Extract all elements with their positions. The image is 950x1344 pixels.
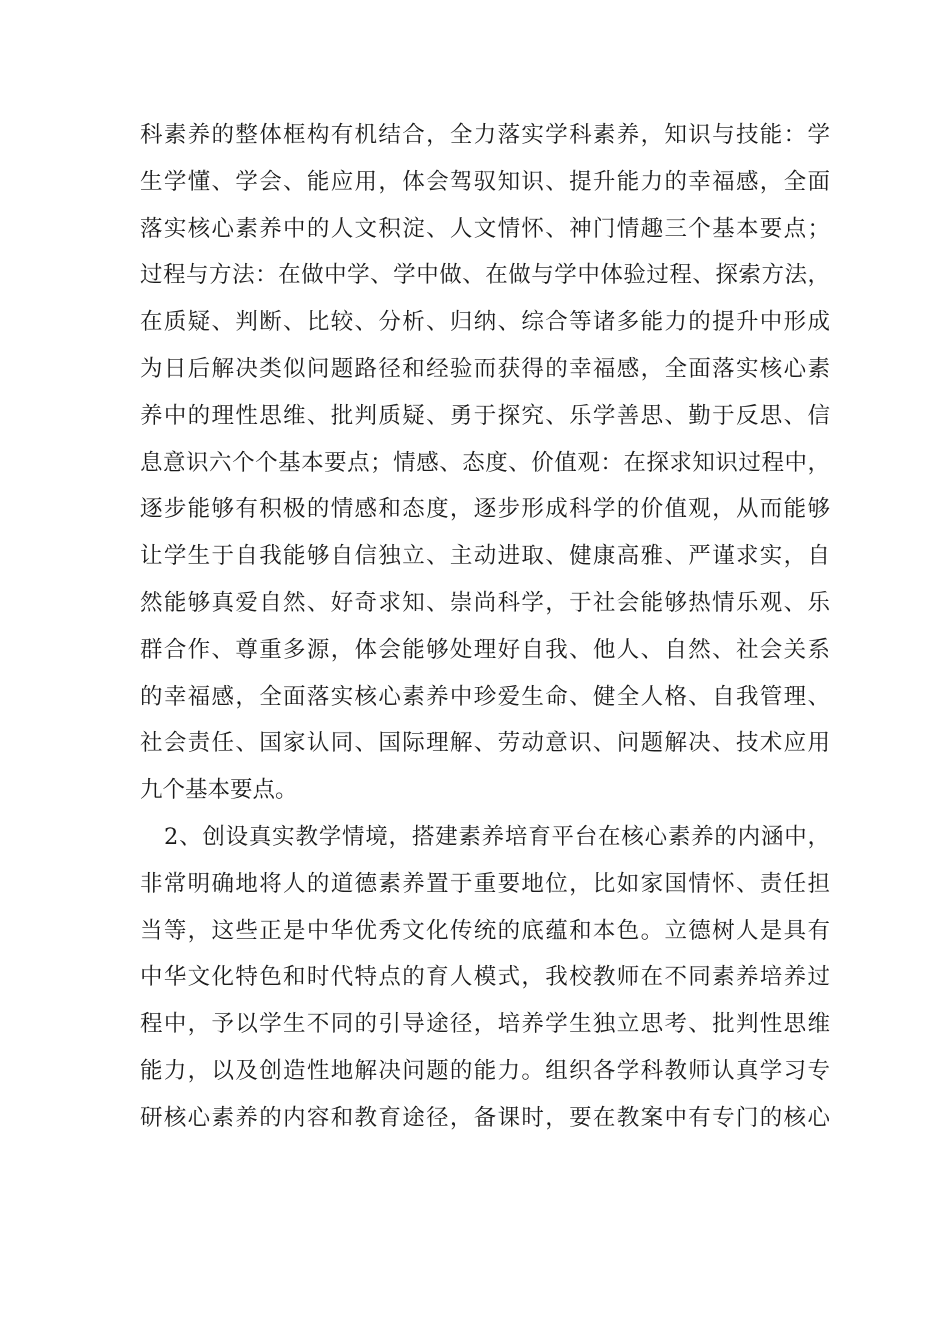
- text-line: 为日后解决类似问题路径和经验而获得的幸福感，全面落实核心素: [140, 355, 830, 382]
- text-line: 生学懂、学会、能应用，体会驾驭知识、提升能力的幸福感，全面: [140, 168, 830, 195]
- text-line: 科素养的整体框构有机结合，全力落实学科素养，知识与技能：学: [140, 122, 830, 148]
- text-line: 当等，这些正是中华优秀文化传统的底蕴和本色。立德树人是具有: [140, 917, 830, 944]
- text-line: 社会责任、国家认同、国际理解、劳动意识、问题解决、技术应用: [140, 730, 830, 757]
- text-line: 群合作、尊重多源，体会能够处理好自我、他人、自然、社会关系: [140, 636, 830, 663]
- text-line: 的幸福感，全面落实核心素养中珍爱生命、健全人格、自我管理、: [140, 683, 830, 710]
- text-line: 落实核心素养中的人文积淀、人文情怀、神门情趣三个基本要点；: [140, 215, 830, 242]
- text-line: 能力，以及创造性地解决问题的能力。组织各学科教师认真学习专: [140, 1057, 830, 1084]
- text-line: 过程与方法：在做中学、学中做、在做与学中体验过程、探索方法，: [140, 262, 830, 289]
- text-line: 养中的理性思维、批判质疑、勇于探究、乐学善思、勤于反思、信: [140, 402, 830, 429]
- text-line-paragraph-end: 九个基本要点。: [140, 777, 298, 804]
- text-line: 程中，予以学生不同的引导途径，培养学生独立思考、批判性思维: [140, 1011, 830, 1038]
- text-line: 然能够真爱自然、好奇求知、崇尚科学，于社会能够热情乐观、乐: [140, 589, 830, 616]
- text-line: 中华文化特色和时代特点的育人模式，我校教师在不同素养培养过: [140, 964, 830, 991]
- text-line: 非常明确地将人的道德素养置于重要地位，比如家国情怀、责任担: [140, 870, 830, 897]
- text-line: 让学生于自我能够自信独立、主动进取、健康高雅、严谨求实，自: [140, 543, 830, 570]
- text-line: 在质疑、判断、比较、分析、归纳、综合等诸多能力的提升中形成: [140, 309, 830, 336]
- text-line: 研核心素养的内容和教育途径，备课时，要在教案中有专门的核心: [140, 1104, 830, 1131]
- text-line-paragraph-start: 2、创设真实教学情境，搭建素养培育平台在核心素养的内涵中，: [164, 823, 830, 850]
- body-text: [140, 112, 830, 1142]
- text-line: 逐步能够有积极的情感和态度，逐步形成科学的价值观，从而能够: [140, 496, 830, 523]
- text-line: 息意识六个个基本要点；情感、态度、价值观：在探求知识过程中，: [140, 449, 830, 476]
